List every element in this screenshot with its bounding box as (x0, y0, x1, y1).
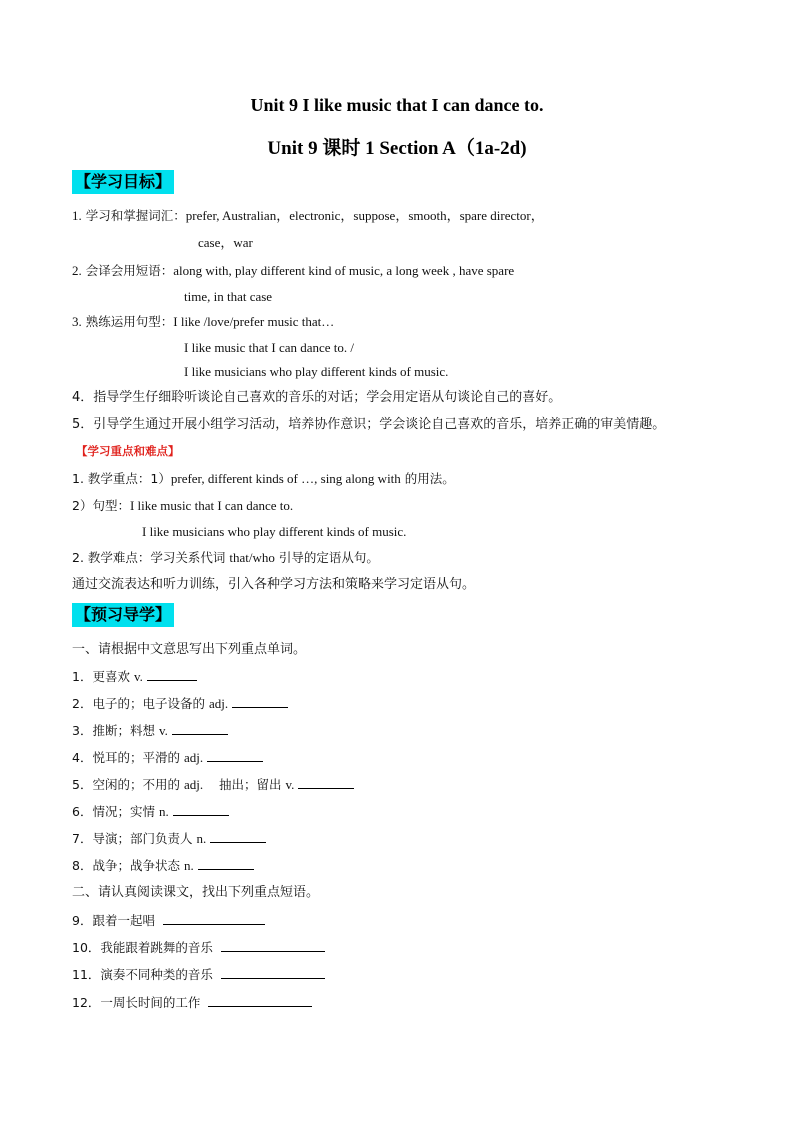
word-item: 8．战争；战争状态 n. (72, 858, 254, 874)
word-item: 2．电子的；电子设备的 adj. (72, 696, 288, 712)
objective-2: 2. 会译会用短语：along with, play different kind of music, a long week , have spare (72, 263, 515, 278)
word-item: 4．悦耳的；平滑的 adj. (72, 750, 263, 766)
word-item: 3．推断；料想 v. (72, 723, 228, 739)
objective-3-cont1: I like music that I can dance to. / (184, 340, 355, 355)
objective-5: 5．引导学生通过开展小组学习活动，培养协作意识；学会谈论自己喜欢的音乐，培养正确的审美情趣。 (72, 417, 666, 432)
answer-blank[interactable] (173, 804, 229, 816)
section-2-heading: 二、请认真阅读课文，找出下列重点短语。 (72, 885, 320, 900)
objective-2-cont: time, in that case (184, 289, 273, 304)
unit-title: Unit 9 I like music that I can dance to. (250, 95, 544, 115)
phrase-item: 9．跟着一起唱 (72, 913, 265, 929)
phrase-item: 10．我能跟着跳舞的音乐 (72, 940, 325, 956)
answer-blank[interactable] (221, 940, 325, 952)
word-item: 5．空闲的；不用的 adj. 抽出；留出 v. (72, 777, 354, 793)
key-point-2: 2）句型：I like music that I can dance to. (72, 498, 294, 513)
key-point-4: 通过交流表达和听力训练，引入各种学习方法和策略来学习定语从句。 (72, 577, 476, 592)
phrase-item: 12．一周长时间的工作 (72, 995, 312, 1011)
key-point-1: 1. 教学重点：1）prefer, different kinds of …, sing along with 的用法。 (72, 471, 455, 486)
word-item: 7．导演；部门负责人 n. (72, 831, 266, 847)
key-points-header: 【学习重点和难点】 (76, 444, 180, 458)
section-1-heading: 一、请根据中文意思写出下列重点单词。 (72, 642, 307, 657)
answer-blank[interactable] (208, 995, 312, 1007)
preview-header: 【预习导学】 (72, 603, 174, 627)
answer-blank[interactable] (232, 696, 288, 708)
objective-3: 3. 熟练运用句型：I like /love/prefer music that… (72, 314, 335, 329)
answer-blank[interactable] (210, 831, 266, 843)
answer-blank[interactable] (298, 777, 354, 789)
objective-1: 1. 学习和掌握词汇：prefer, Australian，electronic，suppose，smooth，spare director， (72, 208, 544, 223)
answer-blank[interactable] (172, 723, 228, 735)
answer-blank[interactable] (198, 858, 254, 870)
answer-blank[interactable] (163, 913, 265, 925)
word-item: 6．情况；实情 n. (72, 804, 229, 820)
answer-blank[interactable] (147, 669, 197, 681)
objective-3-cont2: I like musicians who play different kinds of music. (184, 364, 449, 379)
objectives-header: 【学习目标】 (72, 170, 174, 194)
objective-1-cont: case，war (198, 235, 253, 250)
phrase-item: 11．演奏不同种类的音乐 (72, 967, 325, 983)
answer-blank[interactable] (207, 750, 263, 762)
answer-blank[interactable] (221, 967, 325, 979)
key-point-2-cont: I like musicians who play different kinds of music. (142, 524, 407, 539)
key-point-3: 2. 教学难点：学习关系代词 that/who 引导的定语从句。 (72, 550, 379, 565)
lesson-subtitle: Unit 9 课时 1 Section A（1a-2d) (267, 138, 527, 159)
objective-4: 4．指导学生仔细聆听谈论自己喜欢的音乐的对话；学会用定语从句谈论自己的喜好。 (72, 390, 562, 405)
word-item: 1．更喜欢 v. (72, 669, 197, 685)
